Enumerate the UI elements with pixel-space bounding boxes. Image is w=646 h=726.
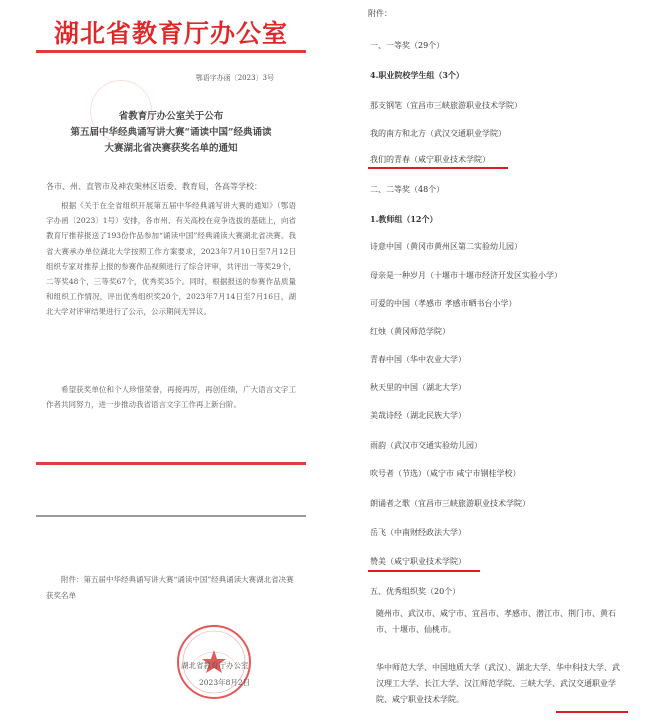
signing-date: 2023年8月2日 bbox=[199, 678, 251, 687]
notice-body-paragraph: 根据《关于在全省组织开展第五届中华经典诵写讲大赛的通知》（鄂语字办函〔2023〕1号）安排，各市州、有关高校在竞争选拔的基础上，向省教育厅推荐报送了193份作品参加“诵读中国”经典诵读大赛湖北省决赛。我省大赛承办单位湖北大学按照工作方案要求，2023年7月10日至7月12日组织专家对推荐上报的参赛作品视频进行了综合评审，共评出一等奖29个，二等奖48个，三等奖67个，优秀奖35个。同时，根据报送的参赛作品质量和组织工作情况，评出优秀组织奖20个，2023年7月14日至7月16日，湖北大学对评审结果进行了公示，公示期间无异议。 bbox=[46, 201, 296, 317]
award-entry: 红烛（黄冈师范学院） bbox=[370, 327, 450, 336]
organization-award-schools: 华中师范大学、中国地质大学（武汉）、湖北大学、华中科技大学、武汉理工大学、长江大学、汉江师范学院、三峡大学、武汉交通职业学院、咸宁职业技术学院。 bbox=[376, 663, 620, 704]
award-entry-highlighted: 我们的青春（咸宁职业技术学院） bbox=[370, 155, 490, 164]
award-entry: 秋天里的中国（湖北大学） bbox=[370, 383, 466, 392]
notice-document-page bbox=[6, 0, 336, 726]
highlight-underline bbox=[368, 167, 508, 169]
section-organization-award: 五、优秀组织奖（20个） bbox=[370, 587, 461, 596]
highlight-underline bbox=[556, 711, 628, 713]
award-entry: 母亲是一种岁月（十堰市十堰市经济开发区实验小学） bbox=[370, 271, 562, 280]
award-entry: 青春中国（华中农业大学） bbox=[370, 355, 466, 364]
notice-addressee: 各市、州、直管市及神农架林区语委、教育局，各高等学校： bbox=[46, 182, 262, 191]
award-list-page bbox=[346, 0, 646, 726]
notice-title-line-3: 大赛湖北省决赛获奖名单的通知 bbox=[104, 143, 238, 154]
award-entry: 美哉诗经（湖北民族大学） bbox=[370, 411, 466, 420]
award-entry: 诗意中国（黄冈市黄州区第二实验幼儿园） bbox=[370, 242, 522, 251]
organization-award-cities: 随州市、武汉市、咸宁市、宜昌市、孝感市、潜江市、荆门市、黄石市、十堰市、仙桃市。 bbox=[376, 609, 616, 634]
issuer-letterhead: 湖北省教育厅办公室 bbox=[53, 19, 288, 48]
award-entry: 岳飞（中南财经政法大学） bbox=[370, 528, 466, 537]
document-number: 鄂语字办函〔2023〕3号 bbox=[195, 74, 274, 82]
award-entry: 吹号者（节选）（咸宁市 咸宁市钢桂学校） bbox=[370, 469, 521, 478]
letterhead-red-rule bbox=[36, 50, 306, 53]
group-teachers: 1.教师组（12个） bbox=[370, 214, 438, 224]
notice-closing-paragraph: 希望获奖单位和个人珍惜荣誉，再接再厉，再创佳绩，广大语言文字工作者共同努力，进一步推动我省语言文字工作再上新台阶。 bbox=[46, 385, 296, 410]
highlight-underline bbox=[368, 570, 480, 572]
footer-red-rule bbox=[36, 462, 306, 465]
page-divider-rule bbox=[36, 515, 306, 517]
award-entry: 那支钢笔（宜昌市三峡旅游职业技术学院） bbox=[370, 101, 522, 110]
attachment-note: 附件：第五届中华经典诵写讲大赛“诵读中国”经典诵读大赛湖北省决赛获奖名单 bbox=[46, 575, 294, 600]
award-entry: 可爱的中国（孝感市 孝感市晒书台小学） bbox=[370, 299, 517, 308]
section-first-prize: 一、一等奖（29个） bbox=[370, 41, 445, 50]
group-vocational-students: 4.职业院校学生组（3个） bbox=[370, 70, 464, 80]
award-entry: 朗诵者之歌（宜昌市三峡旅游职业技术学院） bbox=[370, 499, 530, 508]
signing-office: 湖北省教育厅办公室 bbox=[181, 661, 249, 670]
award-entry-highlighted: 赞美（咸宁职业技术学院） bbox=[370, 557, 466, 566]
award-entry: 我的南方和北方（武汉交通职业学院） bbox=[370, 129, 506, 138]
notice-title-line-2: 第五届中华经典诵写讲大赛“诵读中国”经典诵读 bbox=[70, 127, 272, 138]
award-entry: 雨韵（武汉市交通实验幼儿园） bbox=[370, 441, 482, 450]
notice-title-line-1: 省教育厅办公室关于公布 bbox=[118, 111, 224, 122]
attachment-label: 附件： bbox=[368, 9, 392, 18]
section-second-prize: 二、二等奖（48个） bbox=[370, 185, 445, 194]
